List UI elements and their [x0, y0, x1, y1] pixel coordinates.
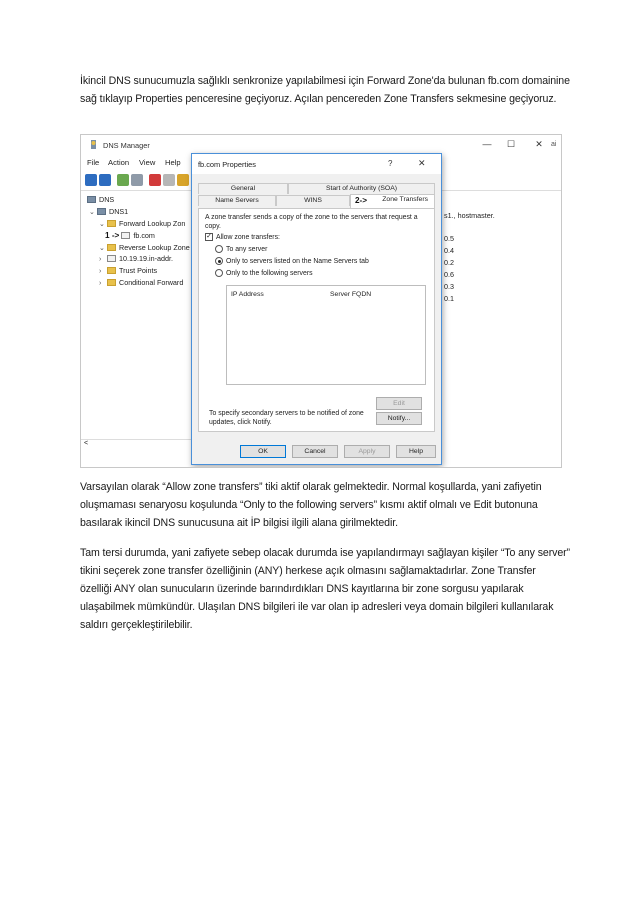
vulnerability-paragraph: Tam tersi durumda, yani zafiyete sebep olacak durumda ise yapılandırmayı sağlayan kişiler “To any server” tikini seçerek zone transfer özelliğinin (ANY) herkese açık olmasını sağlamaktadırlar. Zone Transfer özelliği ANY olan sunucuların üzerinde barındırdıkları DNS kayıtlarına bir zone sorgusu yapılarak ulaşabilmek mümkündür. Ulaşılan DNS bilgileri ile var olan ip adresleri veya domain bilgileri kullanılarak saldırı gerçekleştirilebilir.: [80, 547, 570, 631]
scroll-left-icon[interactable]: <: [84, 440, 89, 447]
column-server-fqdn: Server FQDN: [330, 291, 372, 298]
default-setting-paragraph: Varsayılan olarak “Allow zone transfers” tiki aktif olarak gelmektedir. Normal koşullarda, yani zafiyetin oluşmaması senaryosu koşulunda “Only to the following servers” kısmı aktif olmalı ve Edit butonuna basılarak ikincil DNS sunucusuna ait İP bilgisi ilgili alana girilmektedir.: [80, 481, 542, 529]
chevron-down-icon: ⌄: [89, 209, 95, 216]
up-icon[interactable]: [117, 174, 129, 186]
tab-zone-transfers-label: Zone Transfers: [382, 196, 428, 203]
dialog-title: fb.com Properties: [198, 160, 256, 169]
ok-button[interactable]: OK: [240, 445, 286, 458]
option-to-any-server: To any server: [226, 246, 268, 253]
chevron-down-icon: ⌄: [99, 221, 105, 228]
dns-manager-title: DNS Manager: [103, 141, 150, 150]
allow-zone-transfers-label: Allow zone transfers:: [216, 234, 280, 241]
close-icon[interactable]: ✕: [418, 158, 426, 168]
refresh-icon[interactable]: [177, 174, 189, 186]
server-icon: [97, 208, 106, 215]
chevron-right-icon: ›: [99, 280, 102, 287]
record-fragment: 0.2: [444, 258, 454, 267]
folder-icon: [107, 267, 116, 274]
cancel-button[interactable]: Cancel: [292, 445, 338, 458]
record-fragment: s1., hostmaster.: [444, 211, 495, 220]
zone-icon: [121, 232, 130, 239]
step-marker-1: 1 ->: [105, 231, 120, 240]
properties-dialog: [191, 153, 442, 465]
chevron-down-icon: ⌄: [99, 245, 105, 252]
help-button[interactable]: Help: [396, 445, 436, 458]
screenshot-dns-manager: [80, 134, 562, 468]
zone-transfers-panel: [198, 208, 435, 432]
record-fragment: 0.1: [444, 294, 454, 303]
help-icon[interactable]: ?: [388, 159, 393, 168]
menu-help[interactable]: Help: [165, 158, 181, 167]
record-fragment: 0.3: [444, 282, 454, 291]
tab-wins[interactable]: WINS: [276, 195, 350, 206]
notify-description: To specify secondary servers to be notified of zone updates, click Notify.: [209, 410, 364, 426]
folder-icon: [107, 244, 116, 251]
notify-button[interactable]: Notify...: [376, 412, 422, 425]
dialog-titlebar: [192, 154, 441, 174]
radio-following-servers[interactable]: [215, 269, 223, 277]
zone-icon: [107, 255, 116, 262]
edge-fragment: ai: [551, 141, 557, 148]
column-ip-address: IP Address: [231, 291, 264, 298]
tab-soa[interactable]: Start of Authority (SOA): [288, 183, 435, 194]
menu-view[interactable]: View: [139, 158, 156, 167]
record-fragment: 0.6: [444, 270, 454, 279]
tab-general[interactable]: General: [198, 183, 288, 194]
allow-zone-transfers-checkbox[interactable]: ✓: [206, 233, 212, 240]
step-marker-2: 2->: [355, 196, 368, 205]
tab-zone-transfers[interactable]: [350, 194, 435, 208]
radio-to-any-server[interactable]: [215, 245, 223, 253]
chevron-right-icon: ›: [99, 256, 102, 263]
maximize-icon[interactable]: ☐: [506, 139, 516, 149]
tree-item-dns[interactable]: DNS: [87, 195, 114, 204]
dns-manager-icon: [88, 139, 99, 150]
chevron-right-icon: ›: [99, 268, 102, 275]
record-fragment: 0.5: [444, 234, 454, 243]
menu-file[interactable]: File: [87, 158, 100, 167]
show-tree-icon[interactable]: [131, 174, 143, 186]
tab-name-servers[interactable]: Name Servers: [198, 195, 276, 206]
tree-item-forward-lookup[interactable]: ⌄ Forward Lookup Zon: [99, 219, 186, 228]
edit-button[interactable]: Edit: [376, 397, 422, 410]
folder-icon: [107, 220, 116, 227]
menu-action[interactable]: Action: [108, 158, 130, 167]
tree-item-reverse-zone[interactable]: › 10.19.19.in-addr.: [99, 254, 173, 263]
record-fragment: 0.4: [444, 246, 454, 255]
folder-icon: [107, 279, 116, 286]
servers-list[interactable]: [226, 285, 426, 385]
tree-item-dns1[interactable]: ⌄ DNS1: [89, 207, 129, 216]
apply-button[interactable]: Apply: [344, 445, 390, 458]
minimize-icon[interactable]: —: [482, 139, 492, 149]
tree-item-conditional-forwarders[interactable]: › Conditional Forward: [99, 278, 184, 287]
properties-icon[interactable]: [163, 174, 175, 186]
tree-item-trust-points[interactable]: › Trust Points: [99, 266, 158, 275]
forward-icon[interactable]: [99, 174, 111, 186]
radio-name-servers-tab[interactable]: [215, 257, 223, 265]
close-icon[interactable]: ✕: [535, 139, 543, 149]
intro-paragraph: İkincil DNS sunucumuzla sağlıklı senkronize yapılabilmesi için Forward Zone'da bulunan fb.com domainine sağ tıklayıp Properties penceresine geçiyoruz. Açılan pencereden Zone Transfers sekmesine geçiyoruz.: [80, 75, 570, 105]
dns-manager-titlebar: [81, 135, 562, 155]
tree-item-reverse-lookup[interactable]: ⌄ Reverse Lookup Zone: [99, 243, 190, 252]
option-name-servers-tab: Only to servers listed on the Name Servers tab: [226, 258, 369, 265]
horizontal-scrollbar[interactable]: [81, 439, 193, 449]
dns-icon: [87, 196, 96, 203]
tree-pane: [81, 191, 193, 455]
option-following-servers: Only to the following servers: [226, 270, 313, 277]
tree-item-fb-com[interactable]: 1 -> fb.com: [105, 231, 155, 240]
delete-icon[interactable]: [149, 174, 161, 186]
zone-transfer-description: A zone transfer sends a copy of the zone to the servers that request a copy.: [205, 214, 418, 230]
back-icon[interactable]: [85, 174, 97, 186]
